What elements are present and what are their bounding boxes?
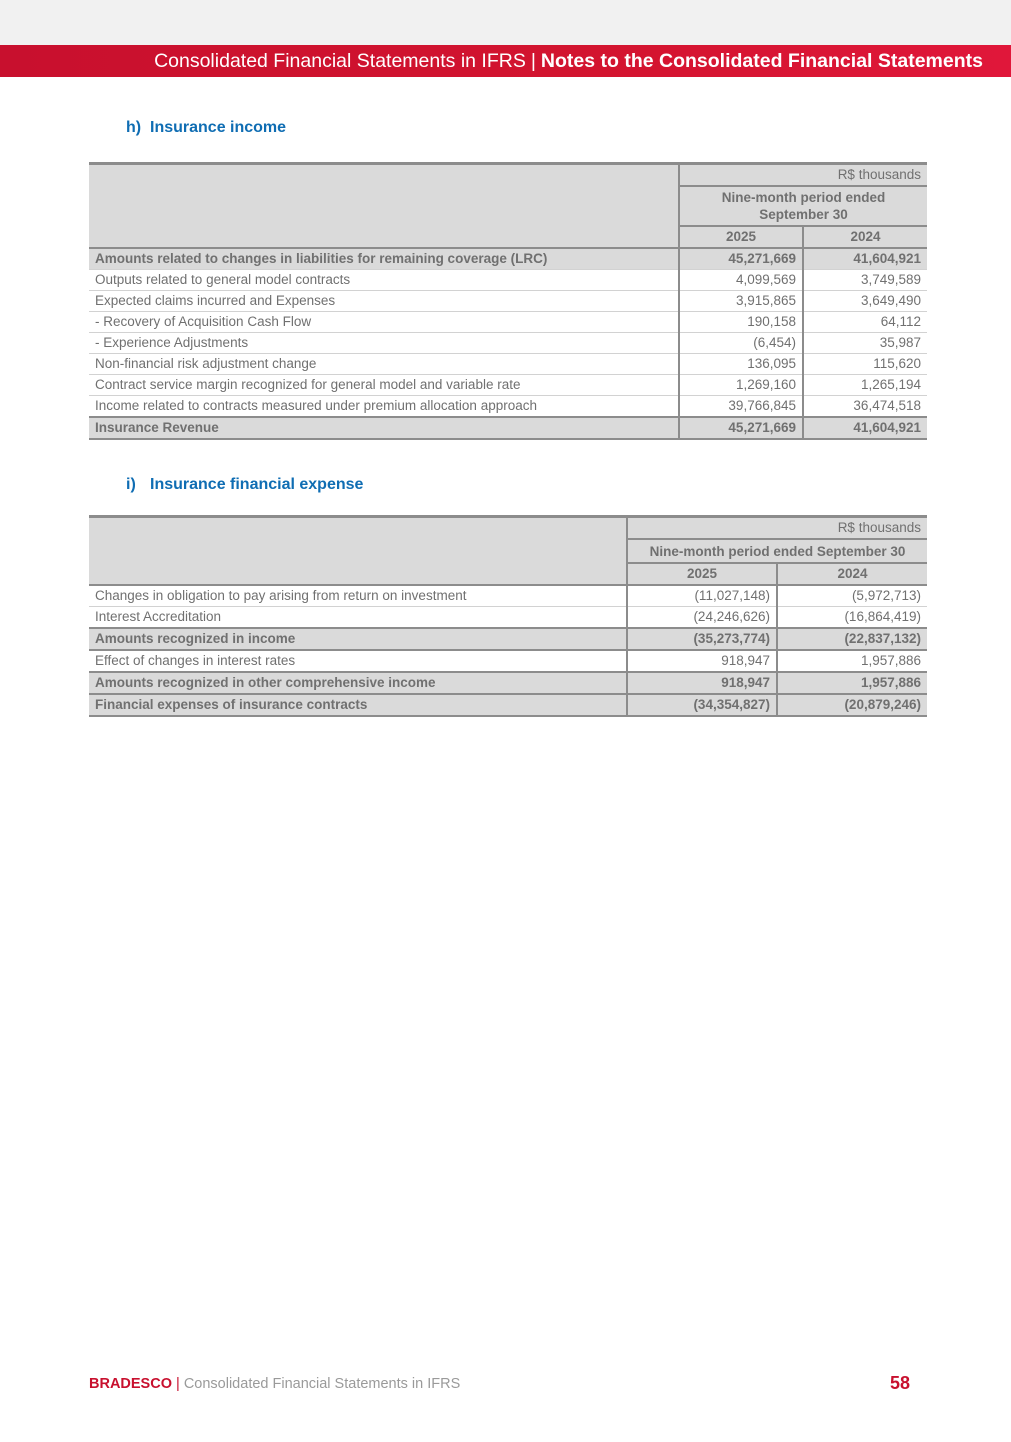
row-value-2024: 35,987 bbox=[803, 333, 927, 354]
section-title-text: Insurance income bbox=[150, 119, 287, 136]
row-value-2024: (22,837,132) bbox=[777, 628, 927, 650]
row-value-2025: 918,947 bbox=[627, 650, 777, 672]
row-label: Financial expenses of insurance contracts bbox=[89, 694, 627, 716]
header-doc-title: Consolidated Financial Statements in IFRS bbox=[154, 50, 526, 72]
year-2025-header: 2025 bbox=[627, 563, 777, 585]
top-margin bbox=[0, 0, 1011, 45]
table-row bbox=[89, 248, 927, 270]
period-line-2: September 30 bbox=[759, 207, 848, 222]
row-value-2025: (6,454) bbox=[679, 333, 803, 354]
unit-label: R$ thousands bbox=[627, 517, 927, 540]
row-value-2025: 136,095 bbox=[679, 354, 803, 375]
page-header-banner bbox=[0, 45, 1011, 77]
table-row bbox=[89, 312, 927, 333]
year-2024-header: 2024 bbox=[777, 563, 927, 585]
row-value-2025: 45,271,669 bbox=[679, 248, 803, 270]
row-label: - Recovery of Acquisition Cash Flow bbox=[89, 312, 679, 333]
table-row bbox=[89, 291, 927, 312]
section-title-text: Insurance financial expense bbox=[150, 476, 364, 493]
table-row bbox=[89, 585, 927, 607]
table-total-row bbox=[89, 417, 927, 439]
row-value-2024: 41,604,921 bbox=[803, 248, 927, 270]
table-row bbox=[89, 354, 927, 375]
row-value-2024: 115,620 bbox=[803, 354, 927, 375]
table-row bbox=[89, 375, 927, 396]
table-header-row bbox=[89, 517, 927, 540]
row-value-2025: (24,246,626) bbox=[627, 607, 777, 629]
row-label: Effect of changes in interest rates bbox=[89, 650, 627, 672]
table-row bbox=[89, 607, 927, 629]
row-label: Amounts related to changes in liabilities for remaining coverage (LRC) bbox=[89, 248, 679, 270]
row-label: Non-financial risk adjustment change bbox=[89, 354, 679, 375]
period-label: Nine-month period ended September 30 bbox=[627, 539, 927, 563]
row-value-2025: 918,947 bbox=[627, 672, 777, 694]
footer-separator: | bbox=[176, 1376, 180, 1392]
period-label bbox=[679, 186, 927, 226]
page-footer bbox=[89, 1376, 460, 1392]
year-2025-header: 2025 bbox=[679, 226, 803, 248]
row-value-2024: (5,972,713) bbox=[777, 585, 927, 607]
row-label: Contract service margin recognized for general model and variable rate bbox=[89, 375, 679, 396]
row-label: Interest Accreditation bbox=[89, 607, 627, 629]
table-subtotal-row bbox=[89, 628, 927, 650]
row-value-2024: 64,112 bbox=[803, 312, 927, 333]
row-value-2025: 190,158 bbox=[679, 312, 803, 333]
year-2024-header: 2024 bbox=[803, 226, 927, 248]
table-row bbox=[89, 396, 927, 418]
table-subtotal-row bbox=[89, 672, 927, 694]
section-title-insurance-income bbox=[126, 119, 286, 137]
page-number: 58 bbox=[889, 1373, 910, 1393]
row-value-2024: 36,474,518 bbox=[803, 396, 927, 418]
row-value-2025: 3,915,865 bbox=[679, 291, 803, 312]
header-separator: | bbox=[530, 50, 536, 72]
section-title-insurance-financial-expense bbox=[126, 476, 363, 494]
row-value-2024: 1,957,886 bbox=[777, 650, 927, 672]
insurance-financial-expense-table bbox=[89, 515, 927, 717]
footer-doc-title: Consolidated Financial Statements in IFRS bbox=[183, 1376, 461, 1392]
row-label: - Experience Adjustments bbox=[89, 333, 679, 354]
period-line-1: Nine-month period ended bbox=[721, 190, 886, 205]
header-section-title: Notes to the Consolidated Financial Statements bbox=[540, 50, 983, 72]
table-row bbox=[89, 333, 927, 354]
row-label: Outputs related to general model contracts bbox=[89, 270, 679, 291]
row-value-2025: 4,099,569 bbox=[679, 270, 803, 291]
row-value-2024: 41,604,921 bbox=[803, 417, 927, 439]
row-value-2025: (11,027,148) bbox=[627, 585, 777, 607]
table-row bbox=[89, 270, 927, 291]
row-value-2024: (16,864,419) bbox=[777, 607, 927, 629]
row-label: Changes in obligation to pay arising from return on investment bbox=[89, 585, 627, 607]
row-value-2025: 39,766,845 bbox=[679, 396, 803, 418]
section-letter: h) bbox=[126, 119, 142, 136]
row-label: Amounts recognized in other comprehensive income bbox=[89, 672, 627, 694]
header-blank-cell bbox=[89, 517, 627, 586]
row-value-2024: 1,957,886 bbox=[777, 672, 927, 694]
row-value-2025: (35,273,774) bbox=[627, 628, 777, 650]
unit-label: R$ thousands bbox=[679, 164, 927, 187]
row-label: Expected claims incurred and Expenses bbox=[89, 291, 679, 312]
footer-brand: BRADESCO bbox=[89, 1376, 172, 1392]
table-row bbox=[89, 650, 927, 672]
row-value-2024: 3,649,490 bbox=[803, 291, 927, 312]
insurance-income-table bbox=[89, 162, 927, 440]
row-label: Amounts recognized in income bbox=[89, 628, 627, 650]
table-total-row bbox=[89, 694, 927, 716]
row-value-2025: (34,354,827) bbox=[627, 694, 777, 716]
row-value-2024: (20,879,246) bbox=[777, 694, 927, 716]
row-label: Income related to contracts measured under premium allocation approach bbox=[89, 396, 679, 418]
section-letter: i) bbox=[126, 476, 136, 493]
row-value-2025: 45,271,669 bbox=[679, 417, 803, 439]
header-blank-cell bbox=[89, 164, 679, 249]
row-value-2024: 3,749,589 bbox=[803, 270, 927, 291]
row-label: Insurance Revenue bbox=[89, 417, 679, 439]
row-value-2024: 1,265,194 bbox=[803, 375, 927, 396]
row-value-2025: 1,269,160 bbox=[679, 375, 803, 396]
table-header-row bbox=[89, 164, 927, 187]
